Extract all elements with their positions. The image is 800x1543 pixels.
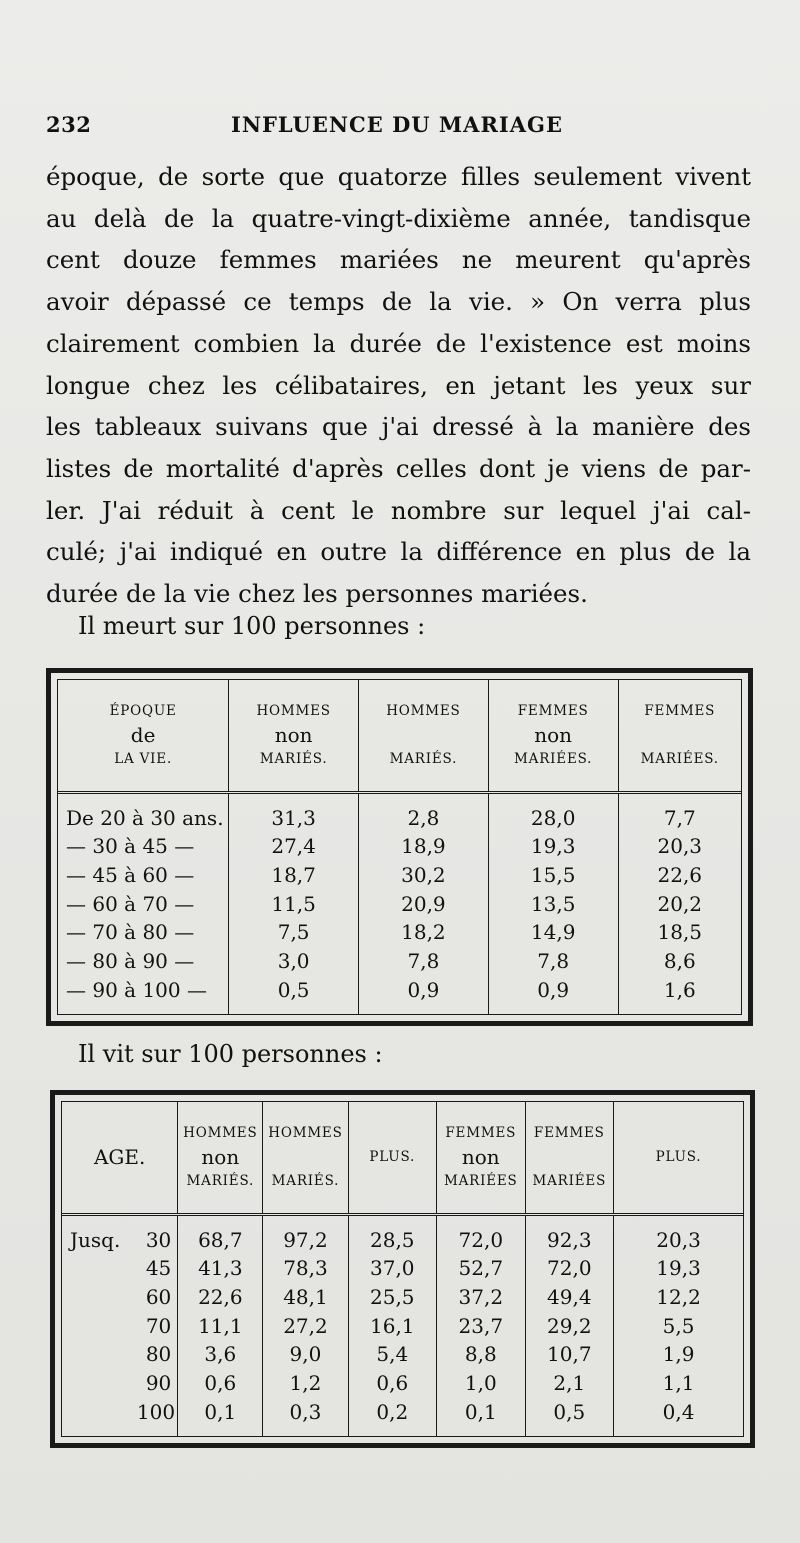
value-cell: 27,2 <box>263 1311 348 1340</box>
value-cell: 31,3 <box>229 804 359 833</box>
text-line: avoir dépassé ce temps de la vie. » On verra plus <box>46 287 751 317</box>
prefix-cell <box>62 1340 137 1369</box>
age-range-cell: — 30 à 45 — <box>58 832 229 861</box>
value-cell: 52,7 <box>437 1254 526 1283</box>
age-cell: 90 <box>137 1369 178 1398</box>
value-cell: 2,1 <box>525 1369 614 1398</box>
text-line: clairement combien la durée de l'existence est moins <box>46 328 751 358</box>
value-cell: 15,5 <box>488 861 618 890</box>
text-line: listes de mortalité d'après celles dont je viens de par- <box>46 453 751 483</box>
value-cell: 20,9 <box>359 889 489 918</box>
prefix-cell <box>62 1311 137 1340</box>
value-cell: 25,5 <box>348 1283 437 1312</box>
age-cell: 70 <box>137 1311 178 1340</box>
survival-table-caption: Il vit sur 100 personnes : <box>78 1040 383 1068</box>
table-row <box>62 1283 743 1312</box>
table-row <box>58 947 741 976</box>
value-cell: 8,8 <box>437 1340 526 1369</box>
age-range-cell: — 70 à 80 — <box>58 918 229 947</box>
value-cell: 92,3 <box>525 1226 614 1255</box>
paragraph <box>46 156 751 615</box>
value-cell: 27,4 <box>229 832 359 861</box>
table-row <box>62 1226 743 1255</box>
header-plus-hommes: PLUS. <box>348 1102 437 1214</box>
value-cell: 18,2 <box>359 918 489 947</box>
header-hommes-non-maries: HOMMES non MARIÉS. <box>178 1102 263 1214</box>
value-cell: 41,3 <box>178 1254 263 1283</box>
value-cell: 48,1 <box>263 1283 348 1312</box>
age-cell: 60 <box>137 1283 178 1312</box>
value-cell: 5,5 <box>662 1313 695 1338</box>
value-cell: 0,6 <box>178 1369 263 1398</box>
value-cell: 0,9 <box>359 975 489 1004</box>
table-row <box>62 1254 743 1283</box>
value-cell: 7,8 <box>359 947 489 976</box>
age-range-cell: — 80 à 90 — <box>58 947 229 976</box>
value-cell: 14,9 <box>488 918 618 947</box>
value-cell: 0,5 <box>525 1397 614 1426</box>
prefix-cell <box>62 1397 137 1426</box>
table-row <box>58 975 741 1004</box>
value-cell: 16,1 <box>348 1311 437 1340</box>
text-line: les tableaux suivans que j'ai dressé à la manière des <box>46 412 751 442</box>
table-row <box>62 1311 743 1340</box>
prefix-cell: Jusq. <box>70 1227 121 1252</box>
value-cell: 5,4 <box>348 1340 437 1369</box>
value-cell: 7,5 <box>229 918 359 947</box>
value-cell: 28,0 <box>488 804 618 833</box>
running-title: INFLUENCE DU MARIAGE <box>231 112 563 137</box>
value-cell: 1,9 <box>662 1342 695 1367</box>
table-row <box>58 832 741 861</box>
value-cell: 2,8 <box>359 804 489 833</box>
survival-table <box>50 1090 755 1448</box>
value-cell: 18,9 <box>359 832 489 861</box>
age-cell: 45 <box>137 1254 178 1283</box>
value-cell: 18,5 <box>657 920 703 945</box>
value-cell: 1,1 <box>662 1371 695 1396</box>
value-cell: 20,3 <box>657 834 703 859</box>
value-cell: 0,4 <box>662 1399 695 1424</box>
value-cell: 12,2 <box>656 1285 701 1310</box>
header-hommes-maries: HOMMES MARIÉS. <box>263 1102 348 1214</box>
value-cell: 1,0 <box>437 1369 526 1398</box>
value-cell: 28,5 <box>348 1226 437 1255</box>
value-cell: 3,6 <box>178 1340 263 1369</box>
value-cell: 18,7 <box>229 861 359 890</box>
text-line: ler. J'ai réduit à cent le nombre sur lequel j'ai cal- <box>46 495 751 525</box>
table-row <box>58 804 741 833</box>
value-cell: 8,6 <box>663 949 696 974</box>
age-range-cell: — 45 à 60 — <box>58 861 229 890</box>
page-header <box>46 112 751 146</box>
header-femmes-mariees: FEMMES MARIÉES. <box>618 680 741 792</box>
text-line: cent douze femmes mariées ne meurent qu'après <box>46 245 751 275</box>
value-cell: 22,6 <box>178 1283 263 1312</box>
table-row <box>58 889 741 918</box>
value-cell: 68,7 <box>178 1226 263 1255</box>
text-line: culé; j'ai indiqué en outre la différence en plus de la <box>46 537 751 567</box>
age-cell: 80 <box>137 1340 178 1369</box>
header-hommes-non-maries: HOMMES non MARIÉS. <box>229 680 359 792</box>
value-cell: 1,6 <box>663 977 696 1002</box>
value-cell: 37,2 <box>437 1283 526 1312</box>
value-cell: 19,3 <box>656 1256 701 1281</box>
value-cell: 1,2 <box>263 1369 348 1398</box>
value-cell: 19,3 <box>488 832 618 861</box>
value-cell: 72,0 <box>437 1226 526 1255</box>
value-cell: 0,2 <box>348 1397 437 1426</box>
header-age: AGE. <box>62 1102 178 1214</box>
value-cell: 10,7 <box>525 1340 614 1369</box>
value-cell: 49,4 <box>525 1283 614 1312</box>
value-cell: 0,1 <box>437 1397 526 1426</box>
value-cell: 20,2 <box>657 891 703 916</box>
value-cell: 30,2 <box>359 861 489 890</box>
value-cell: 13,5 <box>488 889 618 918</box>
table-row <box>58 918 741 947</box>
text-line: époque, de sorte que quatorze filles seulement vivent <box>46 162 751 191</box>
value-cell: 0,1 <box>178 1397 263 1426</box>
table-row <box>58 861 741 890</box>
value-cell: 22,6 <box>657 863 703 888</box>
value-cell: 78,3 <box>263 1254 348 1283</box>
table-row <box>62 1397 743 1426</box>
text-line: au delà de la quatre-vingt-dixième année, tandisque <box>46 203 751 233</box>
header-hommes-maries: HOMMES MARIÉS. <box>359 680 489 792</box>
age-cell: 30 <box>137 1226 178 1255</box>
value-cell: 29,2 <box>525 1311 614 1340</box>
value-cell: 23,7 <box>437 1311 526 1340</box>
age-range-cell: — 90 à 100 — <box>58 975 229 1004</box>
prefix-cell <box>62 1283 137 1312</box>
value-cell: 0,5 <box>229 975 359 1004</box>
table-row <box>62 1340 743 1369</box>
value-cell: 0,6 <box>348 1369 437 1398</box>
value-cell: 11,5 <box>229 889 359 918</box>
value-cell: 0,3 <box>263 1397 348 1426</box>
text-line: longue chez les célibataires, en jetant les yeux sur <box>46 370 751 400</box>
header-epoque: ÉPOQUE de LA VIE. <box>58 680 229 792</box>
header-femmes-mariees: FEMMES MARIÉES <box>525 1102 614 1214</box>
prefix-cell <box>62 1254 137 1283</box>
value-cell: 3,0 <box>229 947 359 976</box>
age-cell: 100 <box>137 1397 178 1426</box>
text-line: durée de la vie chez les personnes mariées. <box>46 579 588 609</box>
mortality-table <box>46 668 753 1026</box>
age-range-cell: De 20 à 30 ans. <box>58 804 229 833</box>
value-cell: 37,0 <box>348 1254 437 1283</box>
value-cell: 11,1 <box>178 1311 263 1340</box>
value-cell: 7,7 <box>663 805 696 830</box>
value-cell: 9,0 <box>263 1340 348 1369</box>
header-femmes-non-mariees: FEMMES non MARIÉES. <box>488 680 618 792</box>
header-femmes-non-mariees: FEMMES non MARIÉES <box>437 1102 526 1214</box>
page-number: 232 <box>46 112 92 137</box>
value-cell: 97,2 <box>263 1226 348 1255</box>
value-cell: 72,0 <box>525 1254 614 1283</box>
table-row <box>62 1369 743 1398</box>
header-plus-femmes: PLUS. <box>614 1102 743 1214</box>
age-range-cell: — 60 à 70 — <box>58 889 229 918</box>
value-cell: 20,3 <box>656 1227 701 1252</box>
mortality-table-caption: Il meurt sur 100 personnes : <box>78 612 426 640</box>
value-cell: 0,9 <box>488 975 618 1004</box>
prefix-cell <box>62 1369 137 1398</box>
value-cell: 7,8 <box>488 947 618 976</box>
